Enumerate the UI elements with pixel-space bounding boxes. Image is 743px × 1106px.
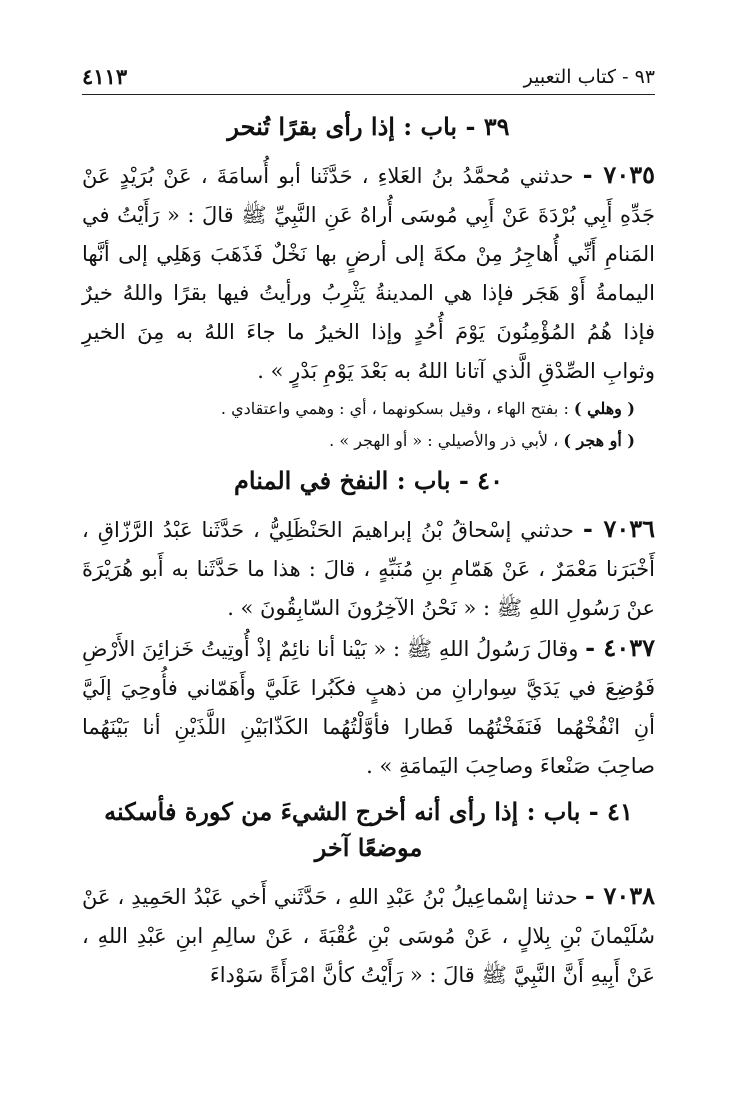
running-head bbox=[82, 62, 655, 90]
spacer bbox=[82, 455, 655, 463]
hadith-number: ٤٠٣٧ - bbox=[585, 633, 655, 662]
hadith-number: ٧٠٣٥ - bbox=[582, 160, 655, 189]
hadith-number: ٧٠٣٦ - bbox=[582, 514, 655, 543]
section-title: ٣٩ - باب : إذا رأى بقرًا تُنحر bbox=[227, 112, 510, 141]
hadith-paragraph bbox=[82, 628, 655, 786]
hadith-text: وقالَ رَسُولُ اللهِ ﷺ : « بَيْنا أنا نائِمٌ إذْ أُوتِيتُ خَزائِنَ الأَرْضِ فَوُضِعَ في يَدَيَّ سِوارانِ من ذهبٍ فكَبُرا عَلَيَّ وأَهَمّاني فأُوحِيَ إلَيَّ أنِ انْفُخْهُما فَنَفَخْتُهُما فَطارا فأوَّلْتُهُما الكَذّابَيْنِ اللَّذَيْنِ أنا بَيْنَهُما صاحِبَ صَنْعاءَ وصاحِبَ اليَمامَةِ » . bbox=[82, 637, 655, 778]
hadith-text: حدثني مُحمَّدُ بنُ العَلاءِ ، حَدَّثَنا أبو أُسامَةَ ، عَنْ بُرَيْدٍ عَنْ جَدِّهِ أَبِي بُرْدَةَ عَنْ أَبِي مُوسَى أُراهُ عَنِ النَّبِيِّ ﷺ قالَ : « رَأَيْتُ في المَنامِ أَنِّي أُهاجِرُ مِنْ مكةَ إلى أرضٍ بها نَخْلٌ فَذَهَبَ وَهَلِي إلى أنَّها اليمامةُ أَوْ هَجَر فإذا هي المدينةُ يَثْرِبُ ورأيتُ فيها بقرًا واللهُ خيرٌ فإذا هُمُ المُؤْمِنُونَ يَوْمَ أُحُدٍ وإذا الخيرُ ما جاءَ اللهُ به مِنَ الخيرِ وثوابِ الصِّدْقِ الَّذي آتانا اللهُ به بَعْدَ يَوْمِ بَدْرٍ » . bbox=[82, 164, 655, 383]
footnote bbox=[82, 395, 635, 423]
chapter-title: ٩٣ - كتاب التعبير bbox=[523, 66, 655, 88]
footnote-text: : بفتح الهاء ، وقيل بسكونهما ، أي : وهمي واعتقادي . bbox=[220, 399, 574, 418]
hadith-number: ٧٠٣٨ - bbox=[584, 881, 655, 910]
hadith-text: حدثنا إسْماعِيلُ بْنُ عَبْدِ اللهِ ، حَدَّثَني أَخي عَبْدُ الحَمِيدِ ، عَنْ سُلَيْمانَ بْنِ بِلالٍ ، عَنْ مُوسَى بْنِ عُقْبَةَ ، عَنْ سالِمِ ابنِ عَبْدِ اللهِ ، عَنْ أَبِيهِ أَنَّ النَّبِيَّ ﷺ قالَ : « رَأَيْتُ كأنَّ امْرَأَةً سَوْداءَ bbox=[82, 885, 655, 987]
hadith-paragraph bbox=[82, 509, 655, 628]
hadith-paragraph bbox=[82, 876, 655, 995]
section-title: ٤٠ - باب : النفخ في المنام bbox=[234, 466, 503, 495]
hadith-text: حدثني إسْحاقُ بْنُ إبراهيمَ الحَنْظَلِيُّ ، حَدَّثَنا عَبْدُ الرَّزّاقِ ، أَخْبَرَنا مَعْمَرٌ ، عَنْ هَمّامِ بنِ مُنَبِّهٍ ، قالَ : هذا ما حَدَّثَنا به أَبو هُرَيْرَةَ عنْ رَسُولِ اللهِ ﷺ : « نَحْنُ الآخِرُونَ السّابِقُونَ » . bbox=[82, 518, 655, 620]
section-title: ٤١ - باب : إذا رأى أنه أخرج الشيءَ من كورة فأسكنه موضعًا آخر bbox=[104, 797, 633, 862]
spacer bbox=[82, 786, 655, 794]
header-divider bbox=[82, 94, 655, 95]
footnote-term: ( وهلي ) bbox=[573, 399, 635, 418]
page-number: ٤١١٣ bbox=[82, 64, 128, 89]
footnote bbox=[82, 427, 635, 455]
footnote-text: ، لأبي ذر والأصيلي : « أو الهجر » . bbox=[329, 431, 564, 450]
hadith-paragraph bbox=[82, 155, 655, 391]
footnote-term: ( أو هجر ) bbox=[563, 431, 635, 450]
